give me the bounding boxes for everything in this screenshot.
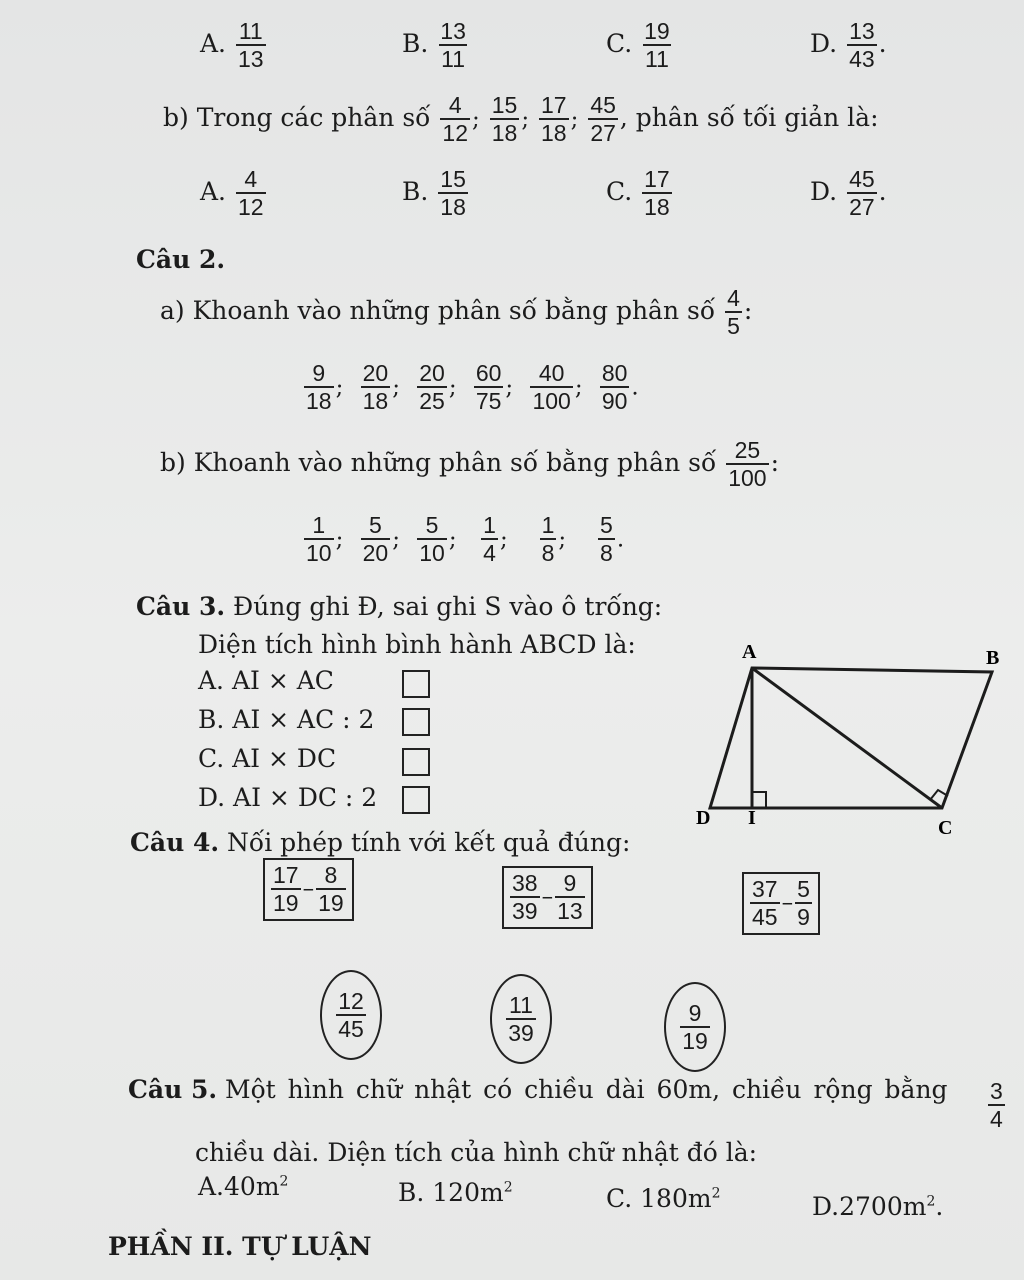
q3-prompt: Diện tích hình bình hành ABCD là: xyxy=(198,630,636,659)
q1b-option-b: B. $\frac{15}{18}$ xyxy=(402,166,466,221)
q5-option-c: C. $180m^2$ xyxy=(606,1184,721,1213)
q2a-fraction-list: $\frac{9}{18}$ ; $\frac{20}{18}$ ; $\frac{20}{25}$ ; $\frac{60}{75}$ ; $\frac{40}{100}$ ; $\frac{80}{90}$ . xyxy=(306,360,639,415)
q2-title: Câu 2. xyxy=(136,245,226,274)
q1b-option-c: C. $\frac{17}{18}$ xyxy=(606,166,670,221)
q3-heading: Câu 3. Đúng ghi Đ, sai ghi S vào ô trống: xyxy=(136,592,663,621)
q4-result-1[interactable]: $\frac{12}{45}$ xyxy=(320,970,382,1060)
q2a-choice[interactable]: $\frac{80}{90}$ xyxy=(601,360,628,415)
fraction: $\frac{11}{13}$ xyxy=(237,18,264,73)
q5-option-a: $A.40m^2$ xyxy=(198,1172,289,1201)
q5-fraction: $\frac{3}{4}$ xyxy=(990,1078,1003,1133)
q1a-option-d: D. $\frac{13}{43}$ . xyxy=(810,18,887,73)
q5-option-b: B. $120m^2$ xyxy=(398,1178,513,1207)
q1a-option-a: A. $\frac{11}{13}$ xyxy=(200,18,264,73)
q3-option-a: A. AI × AC xyxy=(198,666,334,695)
q1b-option-a: A. $\frac{4}{12}$ xyxy=(200,166,264,221)
vertex-d: D xyxy=(696,807,711,829)
q3-option-c: C. AI × DC xyxy=(198,744,337,773)
q2b-choice[interactable]: $\frac{5}{8}$ xyxy=(600,512,613,567)
q3-answer-box-c[interactable] xyxy=(402,748,430,776)
q4-result-2[interactable]: $\frac{11}{39}$ xyxy=(490,974,552,1064)
q3-answer-box-b[interactable] xyxy=(402,708,430,736)
q1b-option-d: D. $\frac{45}{27}$ . xyxy=(810,166,887,221)
q3-answer-box-d[interactable] xyxy=(402,786,430,814)
q2a-choice[interactable]: $\frac{9}{18}$ xyxy=(306,360,332,415)
q2a-choice[interactable]: $\frac{20}{18}$ xyxy=(362,360,389,415)
q3-option-d: D. AI × DC : 2 xyxy=(198,783,378,812)
point-i: I xyxy=(748,807,756,829)
q5-question-line1: Câu 5. Một hình chữ nhật có chiều dài 60m, chiều rộng bằng xyxy=(128,1075,948,1104)
q2b-choice[interactable]: $\frac{1}{8}$ xyxy=(541,512,555,567)
q2a-choice[interactable]: $\frac{20}{25}$ xyxy=(419,360,445,415)
q2b-fraction-list: $\frac{1}{10}$ ; $\frac{5}{20}$ ; $\frac{5}{10}$ ; $\frac{1}{4}$ ; $\frac{1}{8}$ ; $\frac{5}{8}$ . xyxy=(306,512,625,567)
q2b-question: b) Khoanh vào những phân số bằng phân số $\frac{25}{100}$ : xyxy=(160,437,780,492)
q2b-choice[interactable]: $\frac{5}{10}$ xyxy=(419,512,445,567)
vertex-c: C xyxy=(938,817,953,839)
q4-result-3[interactable]: $\frac{9}{19}$ xyxy=(664,982,726,1072)
q2a-question: a) Khoanh vào những phân số bằng phân số $\frac{4}{5}$ : xyxy=(160,285,753,340)
vertex-a: A xyxy=(742,641,757,663)
q5-option-d: $D.2700m^2$. xyxy=(812,1192,944,1221)
q5-question-line2: chiều dài. Diện tích của hình chữ nhật đó là: xyxy=(195,1138,758,1167)
q2a-choice[interactable]: $\frac{60}{75}$ xyxy=(475,360,502,415)
diagonal-ac xyxy=(752,668,942,808)
q2b-choice[interactable]: $\frac{1}{4}$ xyxy=(483,512,496,567)
parallelogram-figure xyxy=(690,640,1020,840)
q1b-question: b) Trong các phân số $\frac{4}{12}$ ; $\frac{15}{18}$ ; $\frac{17}{18}$ ; $\frac{45}{27}$ , phân số tối giản là: xyxy=(163,92,879,147)
q2a-choice[interactable]: $\frac{40}{100}$ xyxy=(532,360,571,415)
q4-heading: Câu 4. Nối phép tính với kết quả đúng: xyxy=(130,828,631,857)
q4-calc-3[interactable]: $\frac{37}{45}$ – $\frac{5}{9}$ xyxy=(742,872,820,935)
q3-option-b: B. AI × AC : 2 xyxy=(198,705,375,734)
q1a-option-b: B. $\frac{13}{11}$ xyxy=(402,18,466,73)
q4-calc-1[interactable]: $\frac{17}{19}$ – $\frac{8}{19}$ xyxy=(263,858,354,921)
q1a-option-c: C. $\frac{19}{11}$ xyxy=(606,18,670,73)
q2b-choice[interactable]: $\frac{1}{10}$ xyxy=(306,512,332,567)
q2b-choice[interactable]: $\frac{5}{20}$ xyxy=(362,512,389,567)
vertex-b: B xyxy=(986,647,1000,669)
q4-calc-2[interactable]: $\frac{38}{39}$ – $\frac{9}{13}$ xyxy=(502,866,593,929)
right-angle-i xyxy=(752,792,766,808)
part2-title: PHẦN II. TỰ LUẬN xyxy=(108,1232,372,1261)
q3-answer-box-a[interactable] xyxy=(402,670,430,698)
